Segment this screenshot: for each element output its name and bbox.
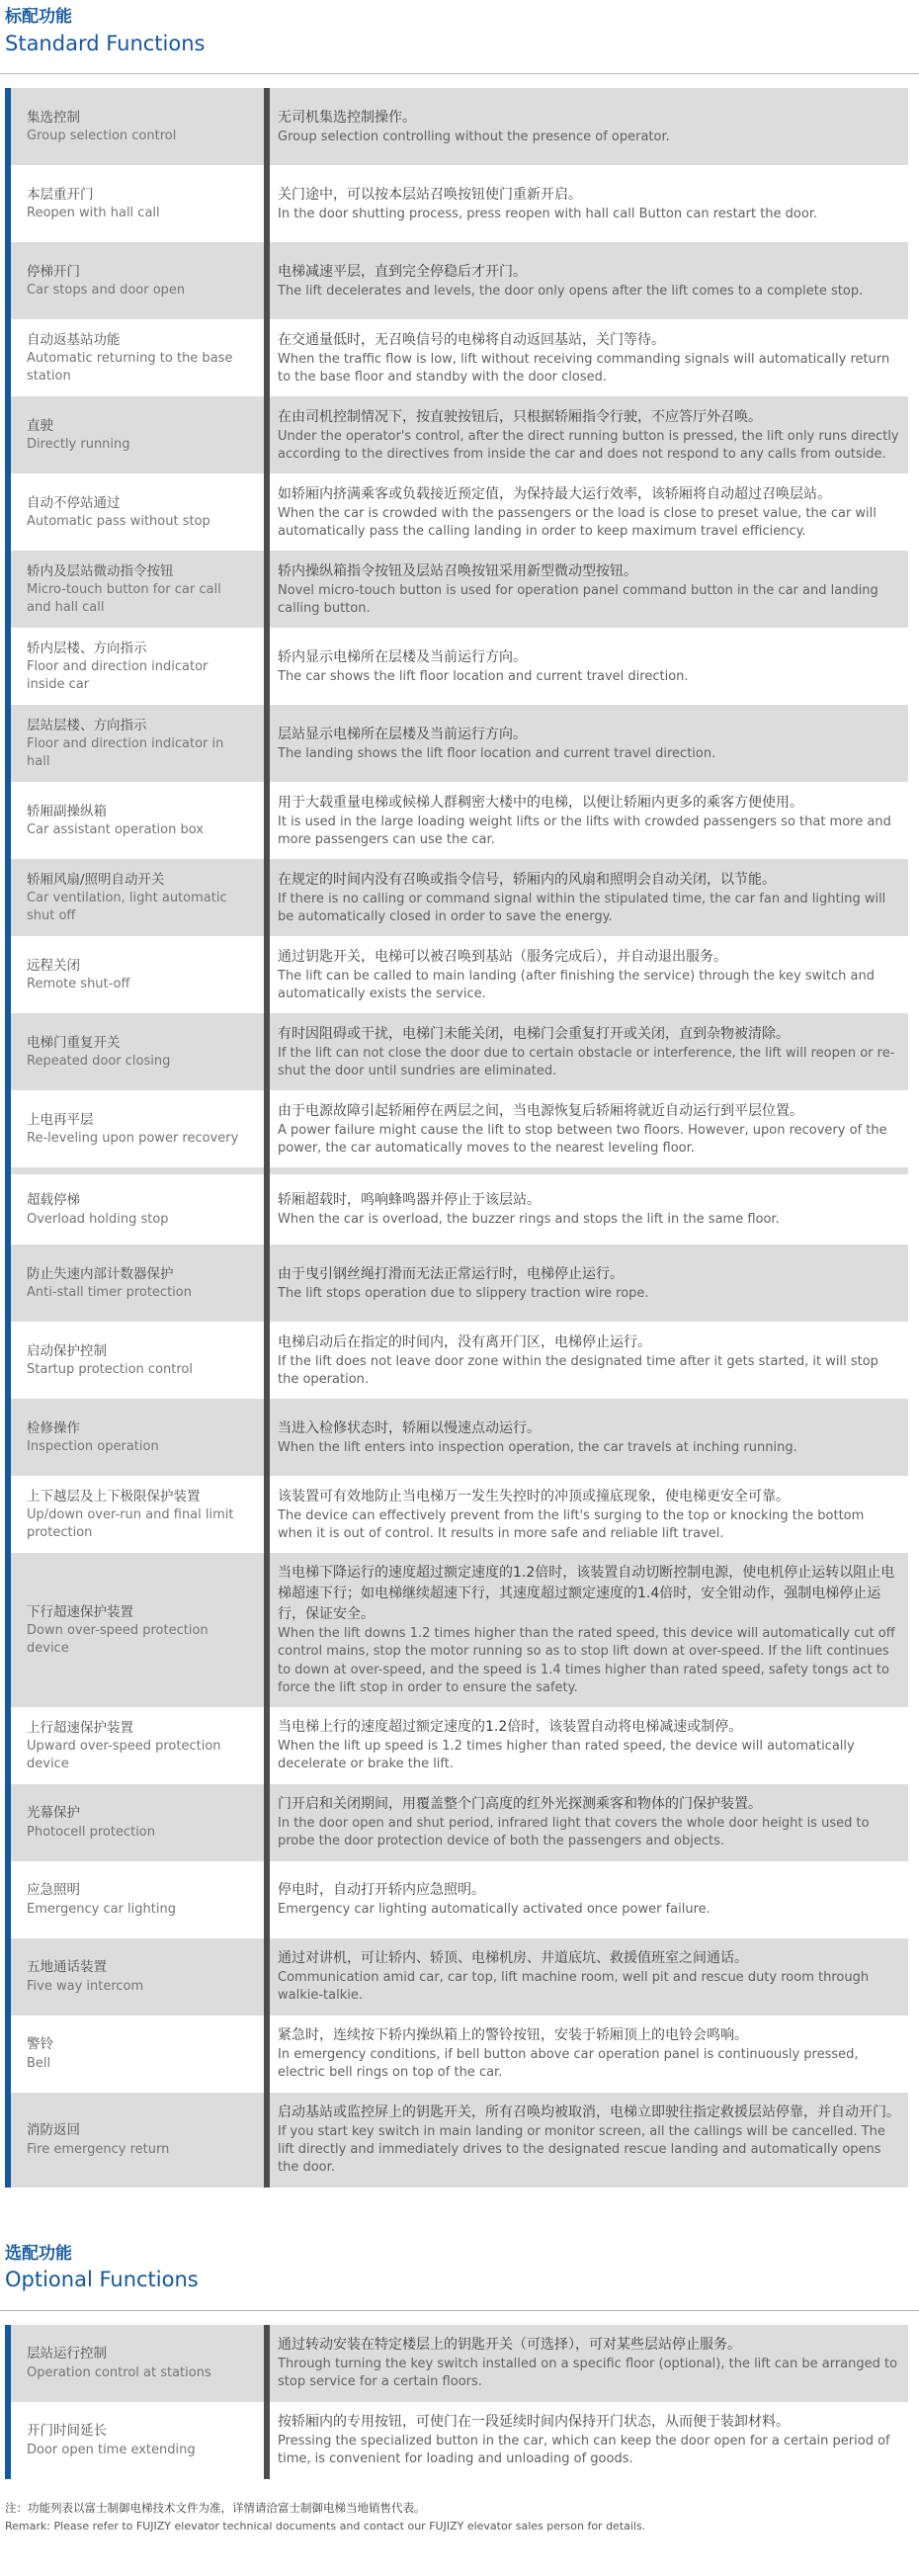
function-desc-en: Under the operator's control, after the direct running button is pressed, the lift only runs directly according to the directives from inside the car and does not respond to any calls from outside. bbox=[278, 428, 899, 462]
function-desc-cell bbox=[258, 647, 908, 686]
function-desc-zh: 按轿厢内的专用按钮，可使门在一段延续时间内保持开门状态，从而便于装卸材料。 bbox=[278, 2414, 790, 2431]
function-desc-en: The device can effectively prevent from the lift's surging to the top or knocking the bottom when it is out of control. It results in more safe and reliable lift travel. bbox=[278, 1507, 865, 1541]
function-row bbox=[5, 1322, 908, 1399]
standard-section-header bbox=[0, 6, 919, 57]
function-desc-en: Through turning the key switch installed on a specific floor (optional), the lift can be arranged to stop service for a certain floors. bbox=[278, 2357, 898, 2390]
function-name-zh: 光幕保护 bbox=[27, 1805, 80, 1822]
function-name-cell bbox=[5, 2422, 258, 2458]
function-name-en: Overload holding stop bbox=[27, 1211, 169, 1227]
function-name-cell bbox=[5, 1719, 258, 1773]
function-desc-en: Novel micro-touch button is used for operation panel command button in the car and landing calling button. bbox=[278, 582, 878, 616]
function-name-cell bbox=[5, 562, 258, 617]
function-name-cell bbox=[5, 1881, 258, 1918]
function-name-en: Bell bbox=[27, 2055, 51, 2071]
optional-functions-section bbox=[0, 2243, 919, 2479]
function-name-zh: 轿厢风扇/照明自动开关 bbox=[27, 871, 165, 888]
function-name-en: Remote shut-off bbox=[27, 977, 130, 992]
standard-title-en: Standard Functions bbox=[5, 31, 206, 55]
function-desc-en: The landing shows the lift floor location and current travel direction. bbox=[278, 745, 716, 761]
function-desc-cell bbox=[258, 1418, 908, 1457]
footnote-en: Remark: Please refer to FUJIZY elevator technical documents and contact our FUJIZY elevator sales person for details. bbox=[5, 2520, 646, 2533]
function-name-en: Startup protection control bbox=[27, 1362, 193, 1378]
function-desc-cell bbox=[258, 1264, 908, 1303]
footnote-zh: 注：功能列表以富士制御电梯技术文件为准，详情请洽富士制御电梯当地销售代表。 bbox=[5, 2500, 426, 2515]
function-name-en: Inspection operation bbox=[27, 1439, 159, 1455]
function-desc-cell bbox=[258, 725, 908, 763]
function-desc-en: In the door open and shut period, infrared light that covers the whole door height is used to probe the door protection device of both the passengers and objects. bbox=[278, 1816, 870, 1849]
function-name-cell bbox=[5, 803, 258, 839]
function-row bbox=[5, 1784, 908, 1861]
function-name-en: Operation control at stations bbox=[27, 2364, 211, 2380]
function-name-zh: 电梯门重复开关 bbox=[27, 1034, 121, 1051]
function-name-en: Directly running bbox=[27, 437, 130, 453]
function-desc-cell bbox=[258, 870, 908, 926]
function-desc-zh: 在规定的时间内没有召唤或指令信号，轿厢内的风扇和照明会自动关闭，以节能。 bbox=[278, 871, 776, 888]
function-desc-zh: 在由司机控制情况下，按直驶按钮后，只根据轿厢指令行驶，不应答厅外召唤。 bbox=[278, 408, 762, 425]
function-desc-en: Pressing the specialized button in the car, which can keep the door open for a certain period of time, is convenient for loading and unloading of goods. bbox=[278, 2434, 890, 2467]
function-desc-en: The lift decelerates and levels, the door only opens after the lift comes to a complete stop. bbox=[278, 283, 864, 299]
function-desc-zh: 启动基站或监控屏上的钥匙开关，所有召唤均被取消，电梯立即驶往指定救援层站停靠，并自动开门。 bbox=[278, 2104, 900, 2120]
function-name-en: Anti-stall timer protection bbox=[27, 1285, 192, 1301]
function-desc-zh: 紧急时，连续按下轿内操纵箱上的警铃按钮，安装于轿厢顶上的电铃会鸣响。 bbox=[278, 2027, 748, 2044]
function-name-zh: 轿内层楼、方向指示 bbox=[27, 640, 147, 656]
function-desc-zh: 由于曳引钢丝绳打滑而无法正常运行时，电梯停止运行。 bbox=[278, 1265, 624, 1282]
function-name-cell bbox=[5, 2035, 258, 2072]
function-desc-en: When the car is overload, the buzzer rings and stops the lift in the same floor. bbox=[278, 1212, 780, 1228]
function-desc-en: When the lift enters into inspection operation, the car travels at inching running. bbox=[278, 1439, 797, 1455]
function-row bbox=[5, 88, 908, 165]
function-name-en: Up/down over-run and final limit protection bbox=[27, 1507, 234, 1541]
function-desc-cell bbox=[258, 561, 908, 618]
function-name-zh: 启动保护控制 bbox=[27, 1342, 107, 1359]
function-name-zh: 上电再平层 bbox=[27, 1111, 94, 1128]
function-name-zh: 远程关闭 bbox=[27, 957, 80, 974]
standard-title-zh: 标配功能 bbox=[5, 7, 72, 27]
footnote bbox=[5, 2499, 908, 2536]
function-row bbox=[5, 1013, 908, 1090]
optional-title-en: Optional Functions bbox=[5, 2268, 199, 2292]
function-desc-zh: 通过转动安装在特定楼层上的钥匙开关（可选择），可对某些层站停止服务。 bbox=[278, 2337, 741, 2354]
function-row bbox=[5, 782, 908, 859]
function-name-cell bbox=[5, 494, 258, 531]
function-desc-zh: 停电时，自动打开轿内应急照明。 bbox=[278, 1882, 485, 1899]
function-name-en: Floor and direction indicator inside car bbox=[27, 659, 209, 693]
function-desc-zh: 由于电源故障引起轿厢停在两层之间，当电源恢复后轿厢将就近自动运行到平层位置。 bbox=[278, 1102, 803, 1119]
function-desc-cell bbox=[258, 185, 908, 223]
function-name-zh: 防止失速内部计数器保护 bbox=[27, 1265, 174, 1282]
function-name-en: Micro-touch button for car call and hall call bbox=[27, 582, 221, 616]
function-name-cell bbox=[5, 1603, 258, 1658]
function-row bbox=[5, 1167, 908, 1245]
function-desc-en: When the car is crowded with the passengers or the load is close to preset value, the car will automatically pass the calling landing in order to keep maximum travel efficiency. bbox=[278, 505, 877, 539]
function-name-cell bbox=[5, 1342, 258, 1379]
function-desc-en: The lift stops operation due to slippery traction wire rope. bbox=[278, 1285, 649, 1301]
function-name-en: Reopen with hall call bbox=[27, 206, 160, 221]
function-desc-en: The car shows the lift floor location and current travel direction. bbox=[278, 668, 689, 684]
function-name-en: Automatic pass without stop bbox=[27, 514, 210, 530]
function-name-en: Automatic returning to the base station bbox=[27, 351, 233, 385]
function-name-zh: 开门时间延长 bbox=[27, 2423, 107, 2440]
function-name-cell bbox=[5, 186, 258, 222]
optional-section-header bbox=[0, 2243, 919, 2294]
function-desc-en: If the lift can not close the door due to certain obstacle or interference, the lift will reopen or re-shut the door until sundries are eliminated. bbox=[278, 1045, 895, 1078]
function-row bbox=[5, 705, 908, 782]
function-name-zh: 上行超速保护装置 bbox=[27, 1719, 133, 1736]
function-desc-cell bbox=[258, 1948, 908, 2005]
function-name-en: Upward over-speed protection device bbox=[27, 1739, 221, 1771]
function-desc-en: The lift can be called to main landing (after finishing the service) through the key switch and automatically exists the service. bbox=[278, 968, 875, 1001]
function-row bbox=[5, 628, 908, 705]
function-desc-zh: 当电梯下降运行的速度超过额定速度的1.2倍时，该装置自动切断控制电源，使电机停止运转以阻止电梯超速下行；如电梯继续超速下行，其速度超过额定速度的1.4倍时，安全钳动作，强制电梯停止运行，保证安全。 bbox=[278, 1565, 895, 1623]
function-desc-cell bbox=[258, 1332, 908, 1389]
function-name-cell bbox=[5, 263, 258, 300]
function-row bbox=[5, 1476, 908, 1553]
function-name-en: Photocell protection bbox=[27, 1824, 155, 1840]
function-row bbox=[5, 1938, 908, 2016]
function-desc-zh: 关门途中，可以按本层站召唤按钮使门重新开启。 bbox=[278, 186, 582, 203]
function-name-en: Five way intercom bbox=[27, 1978, 144, 1994]
function-row bbox=[5, 242, 908, 319]
function-desc-en: In the door shutting process, press reopen with hall call Button can restart the door. bbox=[278, 206, 818, 221]
function-row bbox=[5, 1090, 908, 1167]
function-desc-cell bbox=[258, 1794, 908, 1850]
function-desc-cell bbox=[258, 2335, 908, 2391]
function-desc-cell bbox=[258, 2025, 908, 2082]
function-row bbox=[5, 551, 908, 628]
function-row bbox=[5, 1553, 908, 1707]
function-desc-zh: 轿厢超载时，鸣响蜂鸣器并停止于该层站。 bbox=[278, 1192, 541, 1209]
function-desc-zh: 轿内显示电梯所在层楼及当前运行方向。 bbox=[278, 648, 527, 665]
function-desc-cell bbox=[258, 1101, 908, 1158]
section-gap bbox=[0, 2188, 919, 2243]
function-name-zh: 自动不停站通过 bbox=[27, 494, 121, 511]
function-desc-cell bbox=[258, 1563, 908, 1697]
function-row bbox=[5, 165, 908, 242]
function-desc-cell bbox=[258, 108, 908, 146]
function-desc-zh: 通过对讲机，可让轿内、轿顶、电梯机房、井道底坑、救援值班室之间通话。 bbox=[278, 1950, 748, 1967]
function-row bbox=[5, 2325, 908, 2402]
function-desc-zh: 门开启和关闭期间，用覆盖整个门高度的红外光探测乘客和物体的门保护装置。 bbox=[278, 1796, 762, 1813]
function-name-zh: 直驶 bbox=[27, 417, 53, 434]
function-desc-en: If the lift does not leave door zone within the designated time after it gets started, it will stop the operation. bbox=[278, 1353, 878, 1387]
function-name-en: Group selection control bbox=[27, 129, 177, 144]
function-desc-en: Group selection controlling without the presence of operator. bbox=[278, 129, 670, 144]
function-name-cell bbox=[5, 1191, 258, 1228]
optional-title-zh: 选配功能 bbox=[5, 2243, 72, 2264]
function-desc-zh: 当进入检修状态时，轿厢以慢速点动运行。 bbox=[278, 1419, 541, 1436]
function-desc-zh: 有时因阻碍或干扰，电梯门未能关闭，电梯门会重复打开或关闭，直到杂物被清除。 bbox=[278, 1025, 790, 1042]
function-desc-en: In emergency conditions, if bell button above car operation panel is continuously pressed, electric bell rings on top of the car. bbox=[278, 2047, 859, 2081]
function-name-cell bbox=[5, 1958, 258, 1995]
standard-functions-table bbox=[5, 88, 908, 2187]
function-name-cell bbox=[5, 109, 258, 145]
function-desc-zh: 在交通量低时，无召唤信号的电梯将自动返回基站，关门等待。 bbox=[278, 331, 665, 348]
function-name-cell bbox=[5, 1804, 258, 1841]
function-desc-cell bbox=[258, 407, 908, 464]
function-name-zh: 层站层楼、方向指示 bbox=[27, 717, 147, 733]
function-name-en: Re-leveling upon power recovery bbox=[27, 1131, 239, 1147]
function-desc-cell bbox=[258, 2412, 908, 2468]
function-name-zh: 超载停梯 bbox=[27, 1192, 80, 1209]
function-name-cell bbox=[5, 1488, 258, 1542]
function-name-zh: 上下越层及上下极限保护装置 bbox=[27, 1488, 201, 1504]
function-desc-cell bbox=[258, 1190, 908, 1229]
function-name-zh: 轿内及层站微动指令按钮 bbox=[27, 562, 174, 579]
function-name-zh: 消防返回 bbox=[27, 2122, 80, 2139]
function-desc-en: When the traffic flow is low, lift without receiving commanding signals will automatically return to the base floor and standby with the door closed. bbox=[278, 351, 890, 385]
function-name-en: Floor and direction indicator in hall bbox=[27, 736, 224, 770]
function-desc-en: It is used in the large loading weight lifts or the lifts with crowded passengers so that more and more passengers can use the car. bbox=[278, 814, 891, 847]
function-desc-cell bbox=[258, 947, 908, 1003]
function-row bbox=[5, 319, 908, 396]
function-name-en: Down over-speed protection device bbox=[27, 1623, 209, 1656]
function-name-zh: 自动返基站功能 bbox=[27, 331, 121, 348]
header-divider bbox=[0, 2310, 919, 2311]
function-name-zh: 轿厢副操纵箱 bbox=[27, 803, 107, 819]
function-name-cell bbox=[5, 417, 258, 454]
function-row bbox=[5, 1861, 908, 1938]
function-name-cell bbox=[5, 1111, 258, 1148]
function-name-cell bbox=[5, 640, 258, 694]
function-desc-zh: 通过钥匙开关，电梯可以被召唤到基站（服务完成后），并自动退出服务。 bbox=[278, 948, 727, 965]
optional-functions-table bbox=[5, 2325, 908, 2479]
function-name-cell bbox=[5, 331, 258, 386]
function-name-zh: 下行超速保护装置 bbox=[27, 1603, 133, 1620]
header-divider bbox=[0, 73, 919, 74]
function-desc-cell bbox=[258, 1880, 908, 1919]
function-row bbox=[5, 1399, 908, 1476]
function-desc-zh: 用于大载重量电梯或候梯人群稠密大楼中的电梯，以便让轿厢内更多的乘客方便使用。 bbox=[278, 794, 803, 811]
function-name-cell bbox=[5, 717, 258, 771]
function-desc-cell bbox=[258, 262, 908, 301]
function-name-en: Car assistant operation box bbox=[27, 822, 204, 838]
function-name-cell bbox=[5, 1034, 258, 1071]
function-row bbox=[5, 2093, 908, 2188]
function-desc-en: A power failure might cause the lift to stop between two floors. However, upon recovery of the power, the car automatically moves to the nearest leveling floor. bbox=[278, 1122, 887, 1156]
function-desc-en: Communication amid car, car top, lift machine room, well pit and rescue duty room through walkie-talkie. bbox=[278, 1970, 870, 2004]
function-name-en: Door open time extending bbox=[27, 2442, 196, 2457]
function-row bbox=[5, 1707, 908, 1784]
function-desc-zh: 当电梯上行的速度超过额定速度的1.2倍时，该装置自动将电梯减速或制停。 bbox=[278, 1719, 743, 1736]
function-name-zh: 警铃 bbox=[27, 2036, 53, 2053]
function-row bbox=[5, 2016, 908, 2093]
function-row bbox=[5, 859, 908, 936]
function-name-zh: 应急照明 bbox=[27, 1882, 80, 1899]
function-row bbox=[5, 936, 908, 1013]
function-name-zh: 停梯开门 bbox=[27, 263, 80, 280]
function-desc-en: When the lift up speed is 1.2 times higher than rated speed, the device will automatically decelerate or brake the lift. bbox=[278, 1739, 855, 1772]
function-desc-zh: 无司机集选控制操作。 bbox=[278, 109, 416, 126]
function-desc-zh: 如轿厢内挤满乘客或负载接近预定值，为保持最大运行效率，该轿厢将自动超过召唤层站。 bbox=[278, 485, 831, 502]
function-desc-cell bbox=[258, 484, 908, 541]
function-name-zh: 检修操作 bbox=[27, 1419, 80, 1436]
function-desc-en: When the lift downs 1.2 times higher than the rated speed, this device will automatically cut off control mains, stop the motor running so as to stop lift down at over-speed. If the lift continues to down at over-speed, and the speed is 1.4 times higher than rated speed, safety tongs act to force the lift stop in order to ensure the safety. bbox=[278, 1626, 895, 1695]
function-name-zh: 本层重开门 bbox=[27, 186, 94, 203]
function-name-cell bbox=[5, 957, 258, 993]
function-desc-cell bbox=[258, 793, 908, 849]
function-desc-en: Emergency car lighting automatically activated once power failure. bbox=[278, 1902, 710, 1918]
function-name-cell bbox=[5, 871, 258, 925]
function-row bbox=[5, 1245, 908, 1322]
function-desc-cell bbox=[258, 1717, 908, 1773]
function-name-cell bbox=[5, 2345, 258, 2381]
function-desc-cell bbox=[258, 1487, 908, 1543]
function-name-en: Repeated door closing bbox=[27, 1054, 171, 1070]
function-desc-en: If there is no calling or command signal within the stipulated time, the car fan and lighting will be automatically closed in order to save the energy. bbox=[278, 891, 886, 924]
function-desc-zh: 电梯启动后在指定的时间内，没有离开门区，电梯停止运行。 bbox=[278, 1333, 651, 1350]
function-name-cell bbox=[5, 1265, 258, 1302]
function-name-zh: 层站运行控制 bbox=[27, 2346, 107, 2362]
function-row bbox=[5, 396, 908, 473]
function-name-zh: 集选控制 bbox=[27, 109, 80, 126]
function-desc-cell bbox=[258, 330, 908, 386]
function-name-cell bbox=[5, 2121, 258, 2158]
function-name-en: Emergency car lighting bbox=[27, 1901, 176, 1917]
function-name-cell bbox=[5, 1419, 258, 1456]
function-row bbox=[5, 473, 908, 551]
function-name-en: Car ventilation, light automatic shut off bbox=[27, 891, 227, 924]
function-desc-cell bbox=[258, 1024, 908, 1080]
function-row bbox=[5, 2402, 908, 2479]
function-desc-zh: 该装置可有效地防止当电梯万一发生失控时的冲顶或撞底现象，使电梯更安全可靠。 bbox=[278, 1488, 790, 1504]
function-desc-en: If you start key switch in main landing or monitor screen, all the callings will be cancelled. The lift directly and immediately drives to the designated rescue landing and automatically opens the door. bbox=[278, 2123, 885, 2176]
standard-functions-section bbox=[0, 6, 919, 2188]
function-desc-zh: 电梯减速平层，直到完全停稳后才开门。 bbox=[278, 263, 527, 280]
function-desc-zh: 轿内操纵箱指令按钮及层站召唤按钮采用新型微动型按钮。 bbox=[278, 562, 637, 579]
function-name-zh: 五地通话装置 bbox=[27, 1959, 107, 1976]
function-name-en: Fire emergency return bbox=[27, 2141, 170, 2157]
function-desc-zh: 层站显示电梯所在层楼及当前运行方向。 bbox=[278, 726, 527, 742]
function-desc-cell bbox=[258, 2103, 908, 2178]
function-name-en: Car stops and door open bbox=[27, 283, 186, 299]
